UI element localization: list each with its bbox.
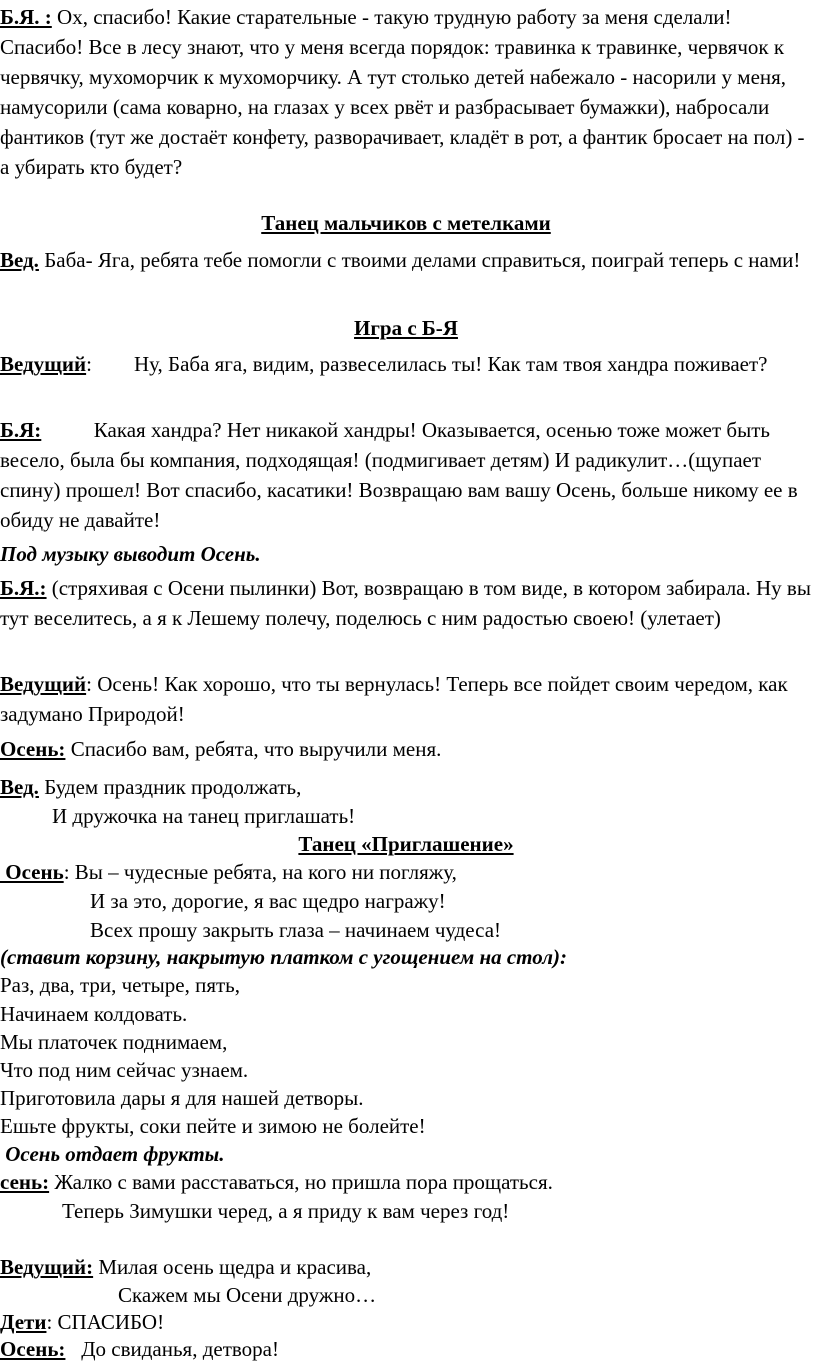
- verse-line: И за это, дорогие, я вас щедро награжу!: [90, 889, 446, 913]
- verse-line: Всех прошу закрыть глаза – начинаем чудеса!: [90, 918, 502, 942]
- poem-line: Раз, два, три, четыре, пять,: [0, 973, 241, 997]
- speech-text: Будем праздник продолжать,: [38, 775, 302, 799]
- paragraph-baba-yaga-answer: [0, 415, 812, 535]
- speech-text: Ну, Баба яга, видим, развеселилась ты! Как там твоя хандра поживает?: [91, 352, 768, 376]
- poem-line: Приготовила дары я для нашей детворы.: [0, 1086, 364, 1110]
- speaker-children: Дети: [0, 1310, 47, 1334]
- poem-line: Что под ним сейчас узнаем.: [0, 1058, 249, 1082]
- speaker-autumn: Осень: [0, 860, 64, 884]
- paragraph-autumn-thanks: [0, 734, 812, 764]
- stage-direction-basket: (ставит корзину, накрытую платком с угощением на стол):: [0, 945, 567, 969]
- verse-line: И дружочка на танец приглашать!: [52, 804, 356, 828]
- heading-boys-dance: Танец мальчиков с метелками: [261, 211, 551, 235]
- verse-line: [0, 772, 301, 802]
- speaker-colon: :: [86, 672, 92, 696]
- speech-text: Какая хандра? Нет никакой хандры! Оказывается, осенью тоже может быть весело, была бы компания, подходящая! (подмигивает детям) И радикулит…(щупает спину) прошел! Вот спасибо, касатики! Возвращаю вам вашу Осень, больше никому ее в обиду не давайте!: [0, 418, 803, 532]
- stage-direction-fruits: Осень отдает фрукты.: [0, 1142, 225, 1166]
- speech-text: Вы – чудесные ребята, на кого ни погляжу,: [69, 860, 457, 884]
- speaker-host: Ведущий:: [0, 1255, 94, 1279]
- speaker-host: Вед.: [0, 248, 39, 272]
- speaker-autumn: Осень:: [0, 1337, 66, 1361]
- paragraph-host-question: [0, 349, 812, 379]
- verse-line: [0, 1167, 553, 1197]
- verse-line: [0, 1252, 371, 1282]
- speech-text: Ох, спасибо! Какие старательные - такую трудную работу за меня сделали! Спасибо! Все в лесу знают, что у меня всегда порядок: травинка к травинке, червячок к червячку, мухоморчик к мухоморчику. А тут столько детей набежало - насорили у меня, намусорили (сама коварно, на глазах у всех рвёт и разбрасывает бумажки), набросали фантиков (тут же достаёт конфету, разворачивает, кладёт в рот, а фантик бросает на пол) - а убирать кто будет?: [0, 5, 805, 179]
- poem-line: Начинаем колдовать.: [0, 1002, 188, 1026]
- stage-direction-autumn-enters: Под музыку выводит Осень.: [0, 542, 261, 566]
- paragraph-baba-yaga-thanks: [0, 2, 812, 182]
- speech-text: Милая осень щедра и красива,: [93, 1255, 372, 1279]
- speaker-autumn: сень:: [0, 1170, 50, 1194]
- poem-line: Ешьте фрукты, соки пейте и зимою не болейте!: [0, 1114, 426, 1138]
- speech-text: Жалко с вами расставаться, но пришла пора прощаться.: [49, 1170, 553, 1194]
- speaker-baba-yaga: Б.Я.:: [0, 576, 47, 600]
- verse-line: [0, 1307, 164, 1337]
- speaker-baba-yaga: Б.Я:: [0, 418, 42, 442]
- verse-line: [0, 857, 457, 887]
- speaker-host: Ведущий: [0, 352, 87, 376]
- speech-text: Баба- Яга, ребята тебе помогли с твоими делами справиться, поиграй теперь с нами!: [38, 248, 801, 272]
- speech-text: До свиданья, детвора!: [65, 1337, 279, 1361]
- speech-text: Осень! Как хорошо, что ты вернулась! Теперь все пойдет своим чередом, как задумано Природой!: [0, 672, 788, 726]
- paragraph-host-invite: [0, 245, 812, 275]
- speaker-baba-yaga: Б.Я. :: [0, 5, 52, 29]
- paragraph-baba-yaga-leaves: [0, 573, 812, 633]
- speaker-autumn: Осень:: [0, 737, 66, 761]
- speaker-colon: :: [46, 1310, 53, 1334]
- paragraph-host-welcome: [0, 669, 812, 729]
- heading-invitation-dance: Танец «Приглашение»: [298, 832, 514, 856]
- speaker-host: Вед.: [0, 775, 39, 799]
- speech-text: (стряхивая с Осени пылинки) Вот, возвращаю в том виде, в котором забирала. Ну вы тут веселитесь, а я к Лешему полечу, поделюсь с ним радостью своею! (улетает): [0, 576, 811, 630]
- speech-text: СПАСИБО!: [52, 1310, 165, 1334]
- heading-game: Игра с Б-Я: [354, 316, 458, 340]
- speaker-colon: :: [86, 352, 92, 376]
- speaker-host: Ведущий: [0, 672, 87, 696]
- verse-line: Теперь Зимушки черед, а я приду к вам через год!: [62, 1199, 510, 1223]
- verse-line: Скажем мы Осени дружно…: [118, 1283, 377, 1307]
- verse-line: [0, 1334, 279, 1364]
- poem-line: Мы платочек поднимаем,: [0, 1030, 228, 1054]
- speaker-colon: :: [63, 860, 70, 884]
- speech-text: Спасибо вам, ребята, что выручили меня.: [65, 737, 442, 761]
